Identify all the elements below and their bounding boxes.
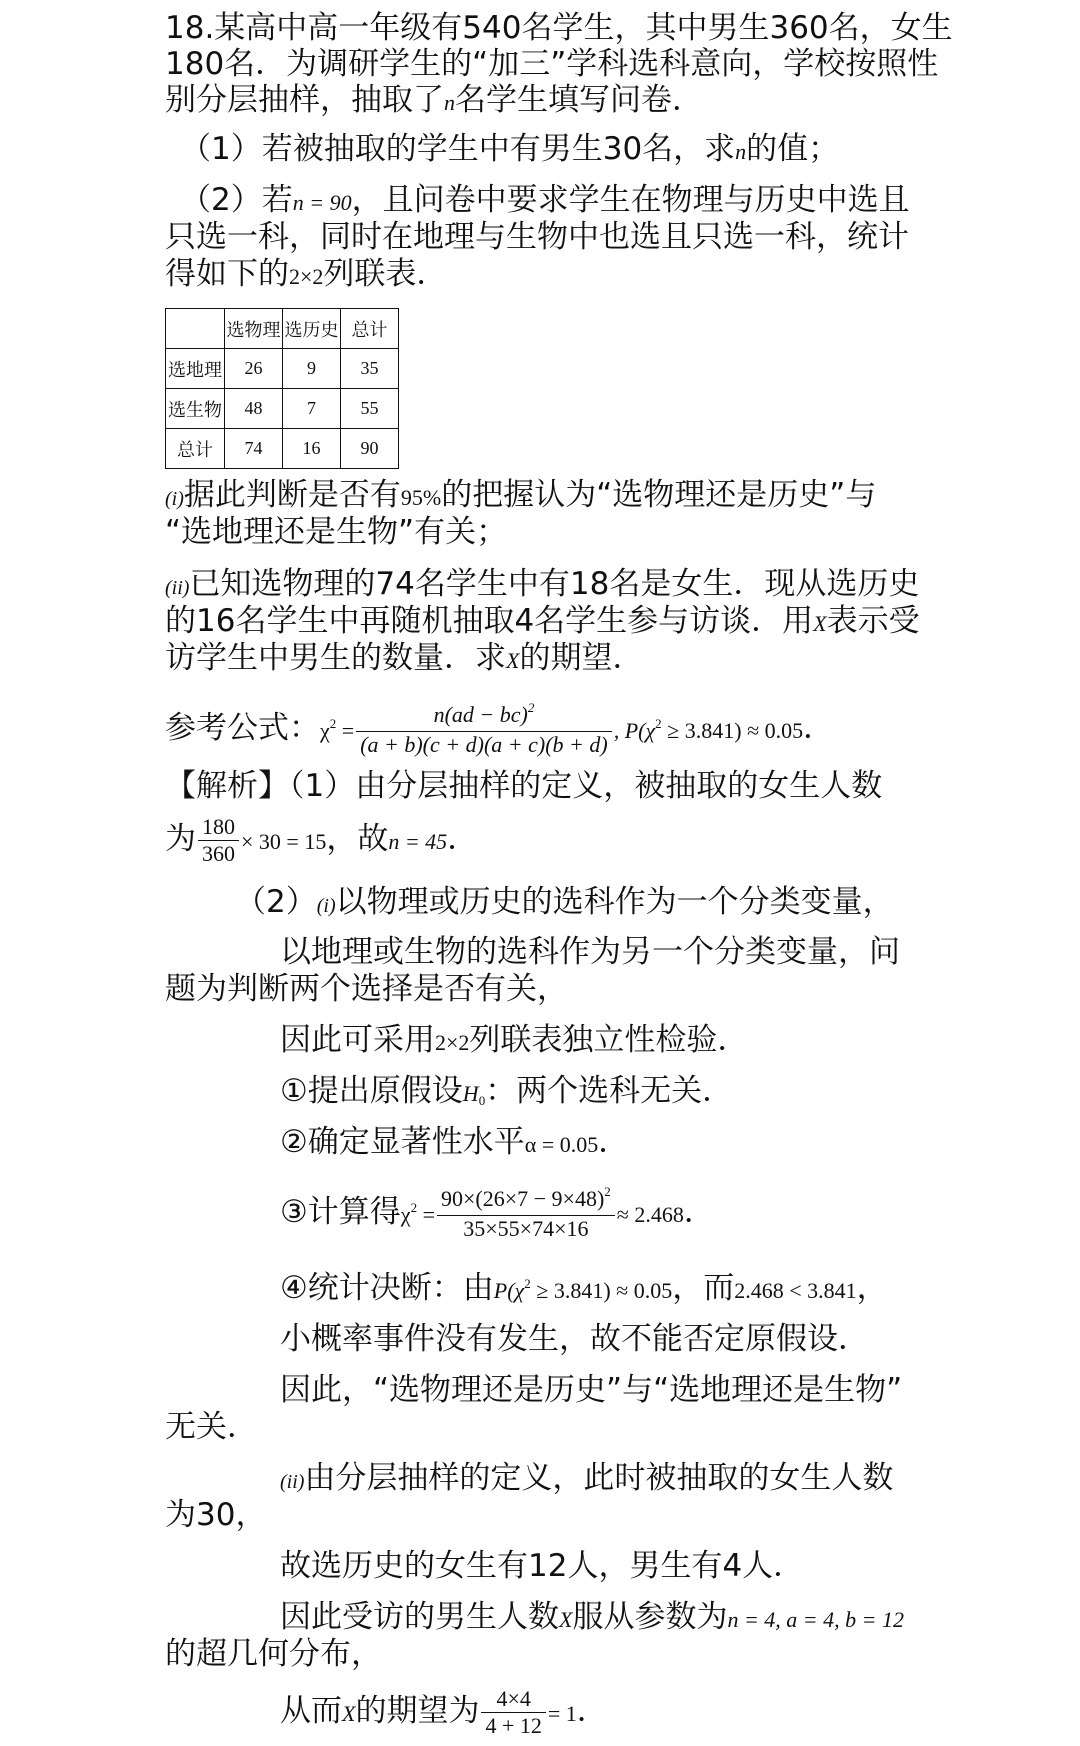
- text: 的值；: [746, 131, 840, 167]
- table-cell: 48: [225, 389, 283, 429]
- period: ．: [447, 821, 479, 857]
- table-header-cell: 选历史: [283, 309, 341, 349]
- solution-2-ii: [280, 1460, 893, 1500]
- superscript: 2: [524, 1276, 531, 1291]
- text: 得如下的: [165, 256, 289, 292]
- text: 的16名学生中再随机抽取4名学生参与访谈．用: [165, 603, 814, 639]
- marker-i: (i): [316, 895, 336, 917]
- superscript: 2: [329, 716, 337, 731]
- numerator-text: 90×(26×7 − 9×48): [440, 1185, 605, 1211]
- marker-ii: (ii): [280, 1471, 305, 1493]
- var-n: n: [444, 90, 455, 115]
- expectation-value: = 1: [547, 1701, 577, 1726]
- table-cell: 90: [341, 429, 399, 469]
- text: ①提出原假设: [280, 1073, 463, 1109]
- h0-symbol: H: [462, 1081, 479, 1106]
- text: 因此受访的男生人数: [280, 1599, 559, 1635]
- prob-text: P(χ: [493, 1278, 525, 1303]
- denominator: 35×55×74×16: [463, 1215, 589, 1241]
- text: 访学生中男生的数量．求: [165, 640, 506, 676]
- solution-2-line-3: 题为判断两个选择是否有关，: [165, 971, 568, 1007]
- sub-question-ii-line-2: [165, 603, 920, 642]
- fraction-180-360: [198, 814, 239, 867]
- n-equals-90: n = 90: [292, 190, 352, 215]
- text: （2）若: [180, 182, 293, 218]
- text: 服从参数为: [572, 1599, 728, 1635]
- text: 的期望．: [519, 640, 644, 676]
- table-header-row: [166, 309, 399, 349]
- text: 因此可采用: [280, 1022, 435, 1058]
- text: 列联表独立性检验．: [469, 1022, 749, 1058]
- chi-symbol: χ: [400, 1202, 411, 1227]
- solution-head: 【解析】（1）由分层抽样的定义，被抽取的女生人数: [165, 768, 883, 804]
- row-label: 总计: [166, 429, 225, 469]
- solution-2-ii-line-3: 故选历史的女生有12人，男生有4人．: [280, 1548, 805, 1584]
- prob-text: , P(χ: [613, 718, 656, 743]
- expectation-fraction: [481, 1686, 545, 1739]
- var-x: X: [506, 648, 520, 673]
- text: 据此判断是否有: [183, 477, 401, 513]
- question-2-line-2: 只选一科，同时在地理与生物中也选且只选一科，统计: [165, 219, 909, 255]
- equals: =: [417, 1202, 435, 1227]
- chi-fraction: [437, 1183, 615, 1242]
- denominator: 360: [202, 841, 235, 866]
- text: 的期望为: [355, 1693, 480, 1729]
- table-cell: 9: [283, 349, 341, 389]
- question-2: [180, 182, 910, 221]
- solution-2-ii-line-4: [280, 1599, 904, 1638]
- marker-i: (i): [165, 488, 184, 510]
- denominator: 4 + 12: [485, 1713, 542, 1738]
- product: × 30 = 15: [241, 829, 327, 854]
- text: ④统计决断：由: [280, 1270, 494, 1306]
- contingency-table: [165, 308, 399, 469]
- text: 别分层抽样，抽取了: [165, 82, 444, 118]
- equals: =: [336, 718, 355, 743]
- formula-fraction: [356, 699, 612, 758]
- text: 列联表．: [323, 256, 448, 292]
- conclusion-line-2: 无关．: [165, 1409, 258, 1445]
- text: ：两个选科无关．: [485, 1073, 734, 1109]
- step-4: [280, 1270, 888, 1312]
- table-cell: 55: [341, 389, 399, 429]
- text: （2）: [235, 884, 317, 920]
- period: ．: [803, 710, 835, 746]
- sub-question-i: [165, 477, 876, 517]
- text: 从而: [280, 1693, 342, 1729]
- table-row: [166, 349, 399, 389]
- problem-line-3: [165, 82, 703, 121]
- approx-value: ≈ 2.468: [616, 1202, 684, 1227]
- table-row: [166, 389, 399, 429]
- numerator: 180: [198, 814, 239, 841]
- sub-question-i-line-2: “选地理还是生物”有关；: [165, 514, 508, 550]
- var-x: X: [342, 1701, 356, 1726]
- table-header-cell: 选物理: [225, 309, 283, 349]
- expectation: [280, 1680, 608, 1745]
- prob-tail: ≥ 3.841) ≈ 0.05: [530, 1278, 673, 1303]
- denominator: (a + b)(c + d)(a + c)(b + d): [360, 731, 608, 757]
- row-label: 选地理: [166, 349, 225, 389]
- two-by-two: 2×2: [435, 1030, 470, 1055]
- numerator-text: n(ad − bc): [433, 701, 528, 727]
- var-n: n: [735, 139, 747, 164]
- table-cell: 16: [283, 429, 341, 469]
- solution-2-ii-line-2: 为30，: [165, 1497, 267, 1533]
- text: 由分层抽样的定义，此时被抽取的女生人数: [304, 1460, 894, 1496]
- text: 已知选物理的74名学生中有18名是女生．现从选历史: [189, 566, 920, 602]
- text: 表示受: [826, 603, 920, 639]
- question-2-line-3: [165, 256, 447, 295]
- parameters: n = 4, a = 4, b = 12: [727, 1607, 904, 1632]
- question-1: [180, 131, 839, 170]
- text: ②确定显著性水平: [280, 1124, 525, 1160]
- solution-2-line-2: 以地理或生物的选科作为另一个分类变量，问: [280, 934, 900, 970]
- text: 的把握认为“选物理还是历史”与: [441, 477, 877, 513]
- text: ．: [598, 1124, 630, 1160]
- problem-line-2: 180名．为调研学生的“加三”学科选科意向，学校按照性: [165, 46, 939, 82]
- text: ③计算得: [280, 1194, 401, 1230]
- table-cell: 35: [341, 349, 399, 389]
- sub-question-ii-line-3: [165, 640, 643, 679]
- numerator: 4×4: [481, 1686, 545, 1713]
- solution-1-result: [165, 808, 478, 873]
- chi-symbol: χ: [320, 718, 330, 743]
- alpha-value: α = 0.05: [524, 1132, 599, 1157]
- superscript: 2: [604, 1183, 611, 1199]
- n-equals-45: n = 45: [388, 829, 448, 854]
- text: ，而: [672, 1270, 735, 1306]
- table-cell: 7: [283, 389, 341, 429]
- marker-ii: (ii): [165, 577, 190, 599]
- step-3: [280, 1180, 715, 1250]
- text: ，: [856, 1270, 888, 1306]
- text: （1）若被抽取的学生中有男生30名，求: [180, 131, 736, 167]
- var-x: X: [813, 611, 827, 636]
- text: 以物理或历史的选科作为一个分类变量，: [335, 884, 894, 920]
- superscript: 2: [655, 716, 662, 731]
- text: ，且问卷中要求学生在物理与历史中选且: [351, 182, 910, 218]
- step-5: 小概率事件没有发生，故不能否定原假设．: [280, 1321, 869, 1357]
- solution-2-i: [235, 884, 894, 924]
- solution-2-line-4: [280, 1022, 748, 1061]
- reference-formula: [165, 697, 834, 765]
- numerator: [356, 699, 612, 732]
- table-header-cell: 总计: [341, 309, 399, 349]
- period: ．: [683, 1194, 715, 1230]
- conclusion: 因此，“选物理还是历史”与“选地理还是生物”: [280, 1372, 903, 1408]
- table-cell: 74: [225, 429, 283, 469]
- step-2: [280, 1124, 629, 1163]
- text: ，故: [326, 821, 389, 857]
- text: 名学生填写问卷．: [455, 82, 703, 118]
- sub-question-ii: [165, 566, 919, 606]
- superscript: 2: [410, 1200, 418, 1215]
- comparison: 2.468 < 3.841: [734, 1278, 857, 1303]
- percent-95: 95%: [400, 485, 442, 510]
- superscript: 2: [527, 699, 535, 715]
- formula-label: 参考公式：: [165, 710, 320, 746]
- row-label: 选生物: [166, 389, 225, 429]
- prob-tail: ≥ 3.841) ≈ 0.05: [661, 718, 804, 743]
- var-x: X: [559, 1607, 573, 1632]
- two-by-two: 2×2: [289, 264, 324, 289]
- table-row: [166, 429, 399, 469]
- period: ．: [576, 1693, 608, 1729]
- text: 为: [165, 821, 196, 857]
- numerator: [437, 1183, 615, 1216]
- subscript: 0: [478, 1093, 486, 1108]
- problem-line-1: 18.某高中高一年级有540名学生，其中男生360名，女生: [165, 10, 953, 46]
- step-1: [280, 1073, 733, 1115]
- table-cell: 26: [225, 349, 283, 389]
- solution-2-ii-line-5: 的超几何分布，: [165, 1636, 382, 1672]
- table-header-cell: [166, 309, 225, 349]
